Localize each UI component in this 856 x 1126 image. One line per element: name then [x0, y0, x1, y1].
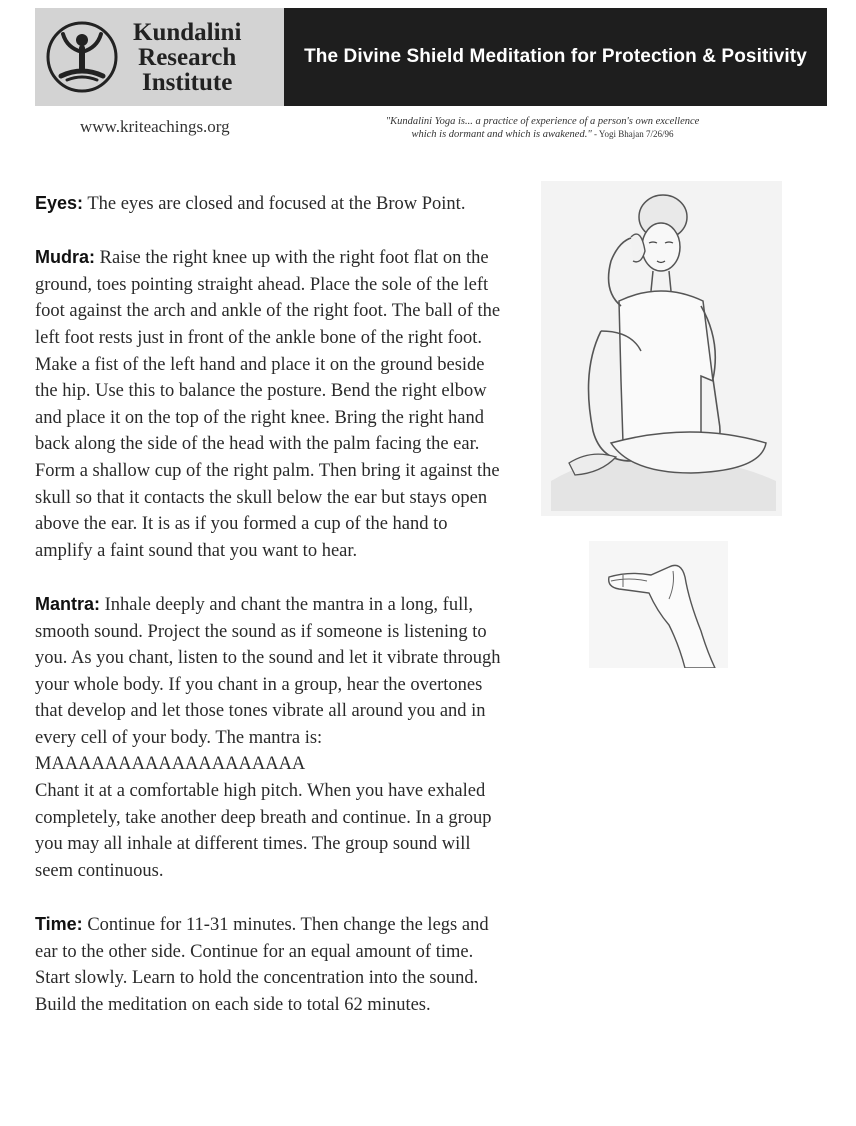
eyes-label: Eyes:	[35, 193, 84, 213]
brand-block	[35, 8, 284, 106]
mantra-label: Mantra:	[35, 593, 101, 614]
seated-meditation-illustration	[541, 181, 782, 516]
seated-figure-sketch	[541, 181, 782, 516]
page-header	[35, 8, 827, 106]
mantra-text-2: Chant it at a comfortable high pitch. When you have exhaled completely, take another deep breath and continue. In a group you may all inhale at different times. The group sound will seem continuous.	[35, 781, 492, 881]
brand-name	[133, 20, 241, 95]
eyes-section	[35, 190, 505, 218]
mantra-text: Inhale deeply and chant the mantra in a long, full, smooth sound. Project the sound as if someone is listening to you. As you chant, listen to the sound and let it vibrate through your whole body. If you chant in a group, hear the overtones that develop and let those tones vibrate all around you and in every cell of your body. The mantra is: MAAAAAAAAAAAAAAAAAAA	[35, 594, 501, 775]
brand-line: Research	[138, 43, 237, 71]
header-quote	[345, 116, 740, 141]
brand-line: Kundalini	[133, 18, 242, 46]
instructions-body	[35, 190, 505, 1045]
quote-line: which is dormant and which is awakened."	[411, 129, 592, 140]
cupped-hand-mudra-illustration	[589, 541, 728, 668]
time-label: Time:	[35, 914, 83, 935]
mantra-section	[35, 591, 505, 885]
mudra-section	[35, 244, 505, 564]
mudra-text: Raise the right knee up with the right foot flat on the ground, toes pointing straight ahead. Place the sole of the left foot against the arch and ankle of the right foot. The ball of the left foot rests just in front of the ankle bone of the right foot. Make a fist of the left hand and place it on the ground beside the hip. Use this to balance the posture. Bend the right elbow and place it on the top of the right knee. Bring the right hand back along the side of the head with the palm facing the ear. Form a shallow cup of the right palm. Then bring it against the skull so that it contacts the skull below the ear but stays open above the ear. It is as if you formed a cup of the hand to amplify a faint sound that you want to hear.	[35, 248, 501, 561]
website-link[interactable]: www.kriteachings.org	[80, 117, 230, 136]
time-text: Continue for 11-31 minutes. Then change the legs and ear to the other side. Continue for an equal amount of time. Start slowly. Learn to hold the concentration into the sound. Build the meditation on each side to total 62 minutes.	[35, 915, 489, 1015]
quote-attribution: - Yogi Bhajan 7/26/96	[591, 129, 674, 139]
mudra-label: Mudra:	[35, 247, 95, 268]
eyes-text: The eyes are closed and focused at the Brow Point.	[83, 194, 466, 214]
brand-line: Institute	[142, 68, 233, 96]
quote-line: "Kundalini Yoga is... a practice of experience of a person's own excellence	[385, 116, 700, 127]
kri-figure-logo-icon	[45, 20, 119, 94]
hand-sketch	[589, 541, 728, 668]
quote-line-2	[345, 128, 740, 141]
document-title: The Divine Shield Meditation for Protection & Positivity	[284, 8, 827, 106]
time-section	[35, 911, 505, 1018]
